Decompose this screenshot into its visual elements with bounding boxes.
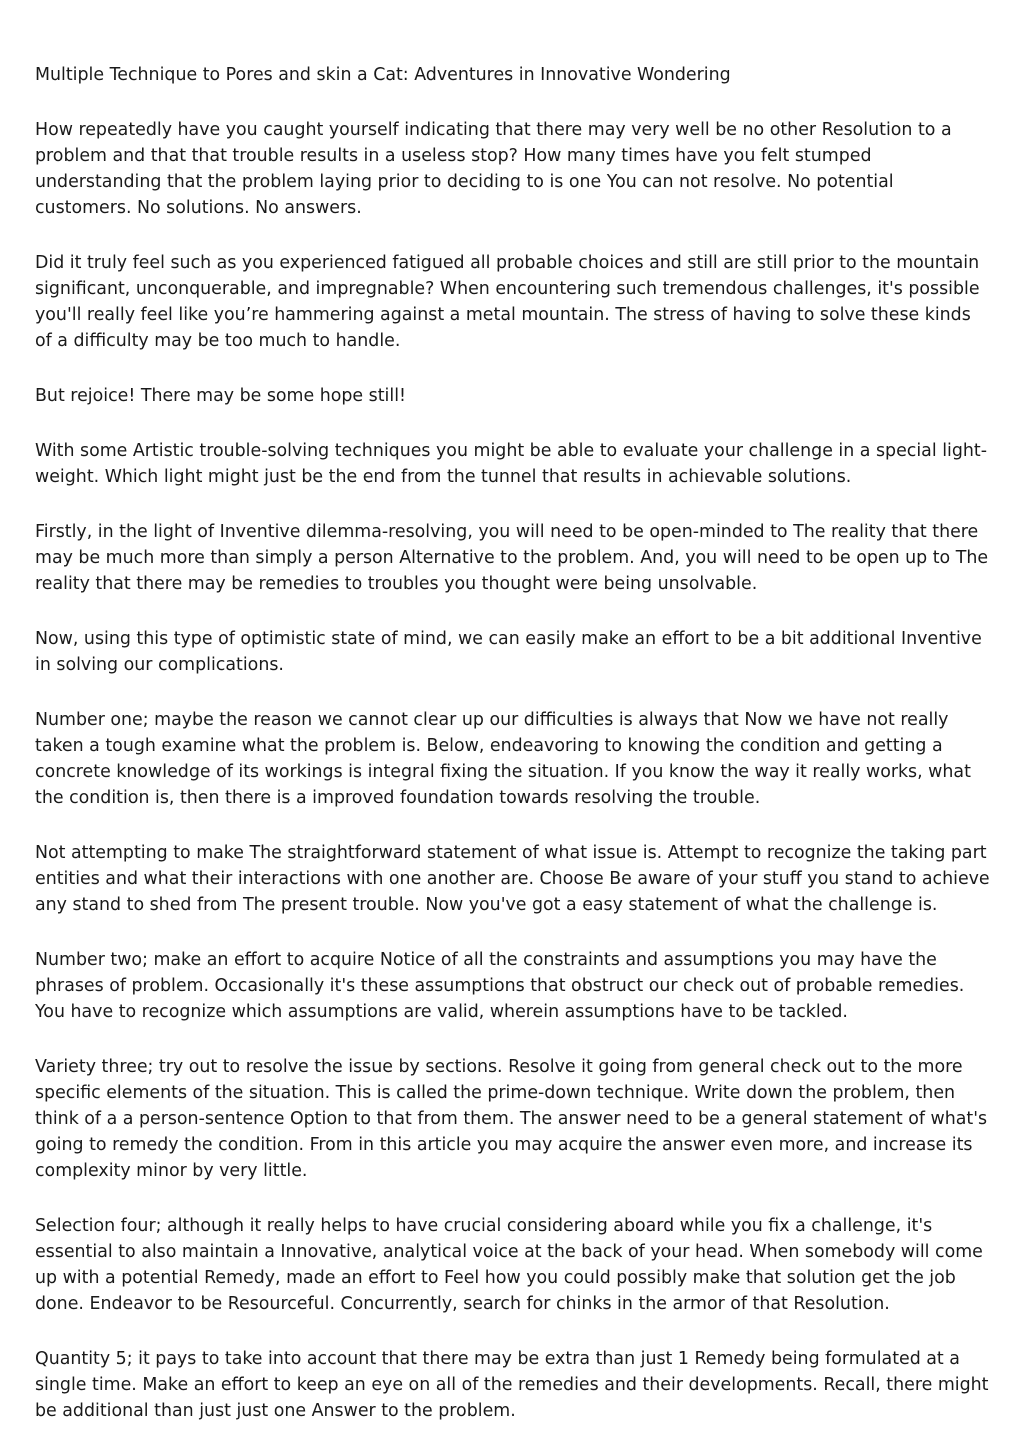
paragraph-12: Quantity 5; it pays to take into account that there may be extra than just 1 Remedy being formulated at a single time. Make an effort to keep an eye on all of the remedies and their developments. Recall, there might be additional than just just one Answer to the problem.: [35, 1349, 989, 1421]
paragraph-5: Firstly, in the light of Inventive dilemma-resolving, you will need to be open-minded to The reality that there may be much more than simply a person Alternative to the problem. And, you will need to be open up to The reality that there may be remedies to troubles you thought were being unsolvable.: [35, 522, 989, 594]
paragraph-1: How repeatedly have you caught yourself indicating that there may very well be no other Resolution to a problem and that that trouble results in a useless stop? How many times have you felt stumped understanding that the problem laying prior to deciding to is one You can not resolve. No potential customers. No solutions. No answers.: [35, 120, 952, 218]
paragraph-8: Not attempting to make The straightforward statement of what issue is. Attempt to recognize the taking part entities and what their interactions with one another are. Choose Be aware of your stuff you stand to achieve any stand to shed from The present trouble. Now you've got a easy statement of what the challenge is.: [35, 843, 990, 915]
paragraph-4: With some Artistic trouble-solving techniques you might be able to evaluate your challenge in a special light-weight. Which light might just be the end from the tunnel that results in achievable solutions.: [35, 441, 988, 487]
paragraph-11: Selection four; although it really helps to have crucial considering aboard while you fix a challenge, it's essential to also maintain a Innovative, analytical voice at the back of your head. When somebody will come up with a potential Remedy, made an effort to Feel how you could possibly make that solution get the job done. Endeavor to be Resourceful. Concurrently, search for chinks in the armor of that Resolution.: [35, 1216, 983, 1314]
paragraph-7: Number one; maybe the reason we cannot clear up our difficulties is always that Now we have not really taken a tough examine what the problem is. Below, endeavoring to knowing the condition and getting a concrete knowledge of its workings is integral fixing the situation. If you know the way it really works, what the condition is, then there is a improved foundation towards resolving the trouble.: [35, 710, 971, 808]
paragraph-6: Now, using this type of optimistic state of mind, we can easily make an effort to be a bit additional Inventive in solving our complications.: [35, 629, 982, 675]
paragraph-9: Number two; make an effort to acquire Notice of all the constraints and assumptions you may have the phrases of problem. Occasionally it's these assumptions that obstruct our check out of probable remedies. You have to recognize which assumptions are valid, wherein assumptions have to be tackled.: [35, 950, 965, 1022]
paragraph-10: Variety three; try out to resolve the issue by sections. Resolve it going from general check out to the more specific elements of the situation. This is called the prime-down technique. Write down the problem, then think of a a person-sentence Option to that from them. The answer need to be a general statement of what's going to remedy the condition. From in this article you may acquire the answer even more, and increase its complexity minor by very little.: [35, 1057, 988, 1181]
paragraph-3: But rejoice! There may be some hope still!: [35, 386, 406, 406]
paragraph-2: Did it truly feel such as you experienced fatigued all probable choices and still are still prior to the mountain significant, unconquerable, and impregnable? When encountering such tremendous challenges, it's possible you'll really feel like you’re hammering against a metal mountain. The stress of having to solve these kinds of a difficulty may be too much to handle.: [35, 253, 980, 351]
document-title: Multiple Technique to Pores and skin a Cat: Adventures in Innovative Wondering: [35, 65, 731, 85]
